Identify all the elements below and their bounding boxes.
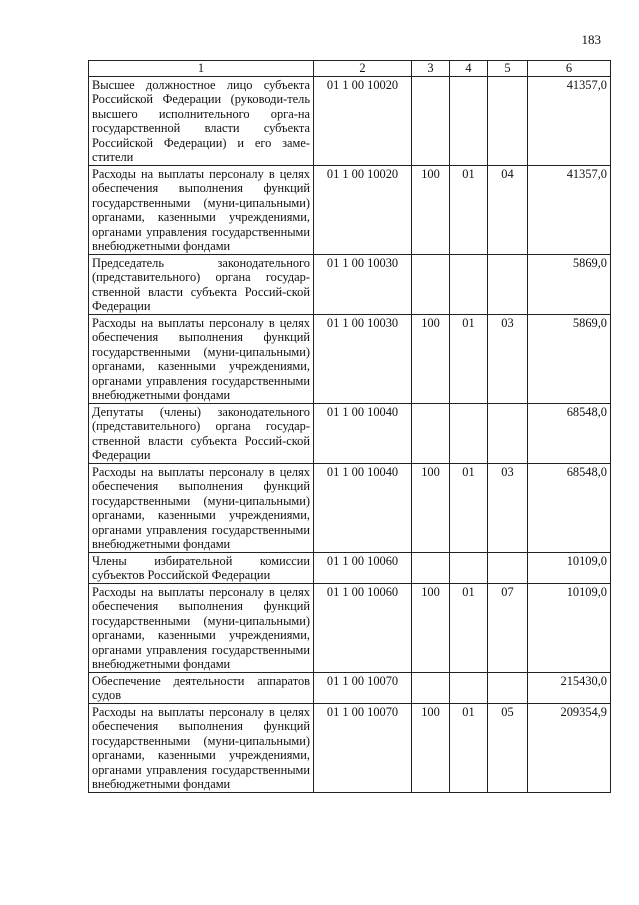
- cell-section: 01: [450, 314, 488, 403]
- cell-subsection: 04: [488, 165, 528, 254]
- cell-section: [450, 672, 488, 703]
- table-row: [89, 463, 611, 552]
- column-header: 1: [89, 61, 314, 77]
- page-number: 183: [581, 32, 601, 47]
- cell-subsection: [488, 672, 528, 703]
- cell-subsection: 05: [488, 703, 528, 792]
- column-header: 5: [488, 61, 528, 77]
- cell-section: [450, 552, 488, 583]
- cell-description: Депутаты (члены) законодательного (представительного) органа государ-ственной власти субъекта Россий-ской Федерации: [89, 403, 314, 463]
- table-row: [89, 552, 611, 583]
- cell-expense-type: 100: [412, 314, 450, 403]
- cell-description: Председатель законодательного (представительного) органа государ-ственной власти субъекта Россий-ской Федерации: [89, 254, 314, 314]
- table-row: [89, 583, 611, 672]
- cell-subsection: [488, 76, 528, 165]
- cell-target-code: 01 1 00 10060: [314, 552, 412, 583]
- cell-description: Члены избирательной комиссии субъектов Российской Федерации: [89, 552, 314, 583]
- table-row: [89, 165, 611, 254]
- table-row: [89, 254, 611, 314]
- cell-expense-type: 100: [412, 583, 450, 672]
- table-row: [89, 703, 611, 792]
- cell-target-code: 01 1 00 10040: [314, 403, 412, 463]
- column-header: 6: [528, 61, 611, 77]
- cell-amount: 5869,0: [528, 254, 611, 314]
- column-header: 4: [450, 61, 488, 77]
- cell-subsection: 03: [488, 463, 528, 552]
- cell-amount: 41357,0: [528, 165, 611, 254]
- cell-description: Расходы на выплаты персоналу в целях обеспечения выполнения функций государственными (муни-ципальными) органами, казенными учреждениями, органами управления государственными внебюджетными фондами: [89, 463, 314, 552]
- cell-description: Расходы на выплаты персоналу в целях обеспечения выполнения функций государственными (муни-ципальными) органами, казенными учреждениями, органами управления государственными внебюджетными фондами: [89, 703, 314, 792]
- column-header: 2: [314, 61, 412, 77]
- cell-amount: 10109,0: [528, 583, 611, 672]
- cell-target-code: 01 1 00 10070: [314, 672, 412, 703]
- table-header-row: [89, 61, 611, 77]
- cell-amount: 10109,0: [528, 552, 611, 583]
- table-row: [89, 672, 611, 703]
- cell-target-code: 01 1 00 10070: [314, 703, 412, 792]
- table-body: [89, 76, 611, 792]
- cell-description: Расходы на выплаты персоналу в целях обеспечения выполнения функций государственными (муни-ципальными) органами, казенными учреждениями, органами управления государственными внебюджетными фондами: [89, 165, 314, 254]
- cell-expense-type: 100: [412, 165, 450, 254]
- cell-expense-type: [412, 552, 450, 583]
- cell-target-code: 01 1 00 10040: [314, 463, 412, 552]
- cell-description: Обеспечение деятельности аппаратов судов: [89, 672, 314, 703]
- cell-subsection: [488, 403, 528, 463]
- budget-table: [88, 60, 611, 793]
- cell-expense-type: 100: [412, 463, 450, 552]
- cell-subsection: [488, 552, 528, 583]
- cell-expense-type: 100: [412, 703, 450, 792]
- cell-target-code: 01 1 00 10030: [314, 254, 412, 314]
- cell-target-code: 01 1 00 10020: [314, 165, 412, 254]
- cell-section: [450, 403, 488, 463]
- cell-expense-type: [412, 403, 450, 463]
- cell-section: [450, 76, 488, 165]
- cell-description: Высшее должностное лицо субъекта Российской Федерации (руководи-тель высшего исполнительного орга-на государственной власти субъекта Российской Федерации) и его заме-стители: [89, 76, 314, 165]
- cell-target-code: 01 1 00 10020: [314, 76, 412, 165]
- cell-section: [450, 254, 488, 314]
- cell-subsection: 03: [488, 314, 528, 403]
- cell-section: 01: [450, 703, 488, 792]
- cell-target-code: 01 1 00 10060: [314, 583, 412, 672]
- cell-amount: 68548,0: [528, 403, 611, 463]
- table-row: [89, 76, 611, 165]
- cell-section: 01: [450, 165, 488, 254]
- cell-description: Расходы на выплаты персоналу в целях обеспечения выполнения функций государственными (муни-ципальными) органами, казенными учреждениями, органами управления государственными внебюджетными фондами: [89, 583, 314, 672]
- cell-target-code: 01 1 00 10030: [314, 314, 412, 403]
- cell-expense-type: [412, 76, 450, 165]
- cell-expense-type: [412, 672, 450, 703]
- cell-section: 01: [450, 463, 488, 552]
- cell-description: Расходы на выплаты персоналу в целях обеспечения выполнения функций государственными (муни-ципальными) органами, казенными учреждениями, органами управления государственными внебюджетными фондами: [89, 314, 314, 403]
- cell-amount: 209354,9: [528, 703, 611, 792]
- cell-expense-type: [412, 254, 450, 314]
- cell-amount: 68548,0: [528, 463, 611, 552]
- cell-amount: 41357,0: [528, 76, 611, 165]
- cell-amount: 215430,0: [528, 672, 611, 703]
- table-row: [89, 403, 611, 463]
- cell-subsection: 07: [488, 583, 528, 672]
- cell-subsection: [488, 254, 528, 314]
- column-header: 3: [412, 61, 450, 77]
- cell-amount: 5869,0: [528, 314, 611, 403]
- table-row: [89, 314, 611, 403]
- cell-section: 01: [450, 583, 488, 672]
